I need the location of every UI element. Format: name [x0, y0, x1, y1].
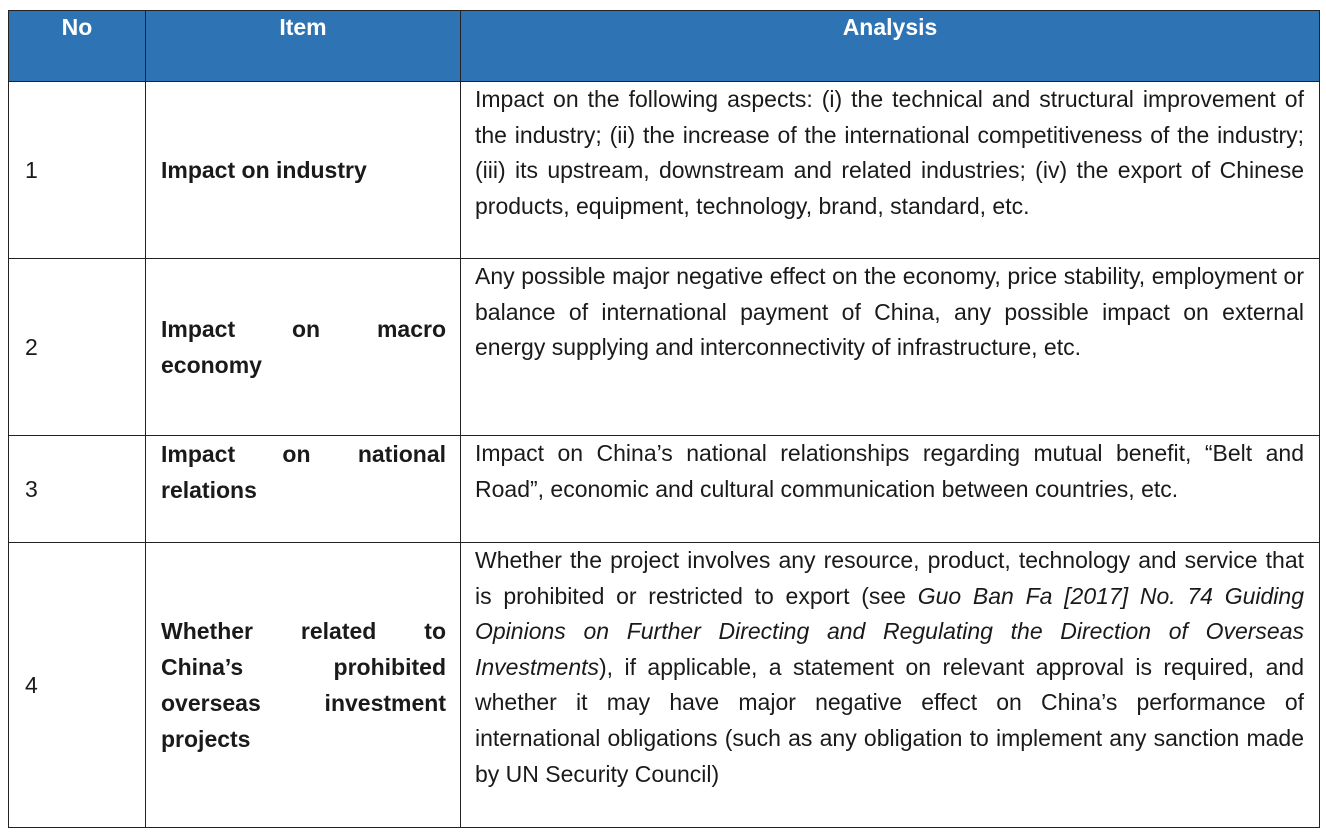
table-header-row	[9, 11, 1320, 82]
row-analysis	[461, 436, 1320, 543]
analysis-text: Any possible major negative effect on the economy, price stability, employment or balance of international payment of China, any possible impact on external energy supplying and interconnectivity of infrastructure, etc.	[475, 263, 1304, 361]
row-item	[146, 259, 461, 436]
table-row	[9, 259, 1320, 436]
analysis-text-after: ), if applicable, a statement on relevant approval is required, and whether it may have major negative effect on China’s performance of international obligations (such as any obligation to implement any sanction made by UN Security Council)	[475, 653, 1304, 787]
table-row	[9, 543, 1320, 828]
table-row	[9, 436, 1320, 543]
row-number: 1	[9, 82, 146, 259]
item-line-2: economy	[161, 352, 262, 378]
row-analysis	[461, 82, 1320, 259]
row-number: 2	[9, 259, 146, 436]
row-item	[146, 543, 461, 828]
item-line-1: Impact on national	[161, 441, 446, 467]
row-analysis	[461, 543, 1320, 828]
item-line-last: projects	[161, 726, 251, 752]
header-analysis: Analysis	[461, 11, 1320, 82]
header-no: No	[9, 11, 146, 82]
row-item: Impact on industry	[146, 82, 461, 259]
item-line-2: relations	[161, 477, 257, 503]
analysis-citation: Guo Ban Fa [2017] No. 74 Guiding Opinions on Further Directing and Regulating the Direction of Overseas Investments	[475, 582, 1304, 680]
analysis-text-before: Whether the project involves any resource, product, technology and service that is prohibited or restricted to export (see	[475, 547, 1304, 609]
table-row	[9, 82, 1320, 259]
item-lines-justified: Whether related to China’s prohibited overseas investment	[161, 618, 446, 716]
row-item	[146, 436, 461, 543]
analysis-text: Impact on the following aspects: (i) the technical and structural improvement of the industry; (ii) the increase of the international competitiveness of the industry; (iii) its upstream, downstream and related industries; (iv) the export of Chinese products, equipment, technology, brand, standard, etc.	[475, 86, 1304, 219]
analysis-text	[475, 543, 1304, 792]
row-number: 4	[9, 543, 146, 828]
header-item: Item	[146, 11, 461, 82]
item-line-1: Impact on macro	[161, 316, 446, 342]
analysis-table	[8, 10, 1320, 828]
row-analysis	[461, 259, 1320, 436]
row-number: 3	[9, 436, 146, 543]
analysis-text: Impact on China’s national relationships regarding mutual benefit, “Belt and Road”, economic and cultural communication between countries, etc.	[475, 440, 1304, 502]
